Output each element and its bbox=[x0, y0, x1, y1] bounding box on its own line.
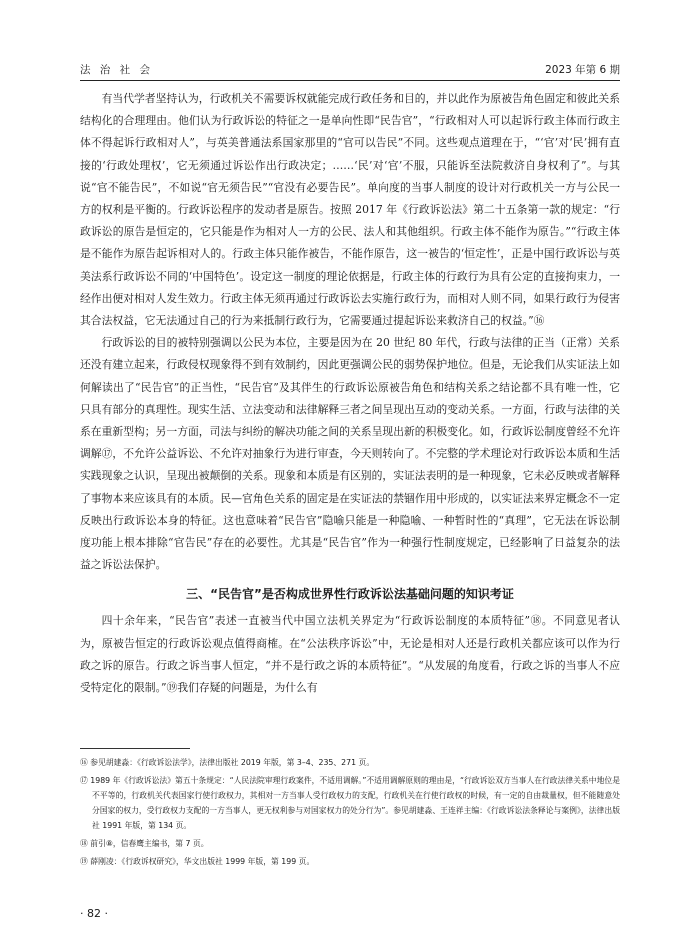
issue-label: 2023 年第 6 期 bbox=[545, 64, 620, 76]
footnote: ⑲ 薛刚凌：《行政诉权研究》，华文出版社 1999 年版，第 199 页。 bbox=[80, 857, 315, 866]
journal-name: 法 治 社 会 bbox=[80, 64, 154, 76]
page-number: · 82 · bbox=[80, 907, 108, 920]
running-header bbox=[80, 60, 620, 78]
body-paragraph: 行政诉讼的目的被特别强调以公民为本位，主要是因为在 20 世纪 80 年代，行政与法律的正当（正常）关系还没有建立起来，行政侵权现象得不到有效制约，因此更强调公民的弱势保护地位。但是，无论我们从实证法上如何解读出了“民告官”的正当性，“民告官”及其伴生的行政诉讼原被告角色和结构关系之结论都不具有唯一性，它只具有部分的真理性。现实生活、立法变动和法律解释三者之间呈现出互动的变动关系。一方面，行政与法律的关系在重新型构；另一方面，司法与纠纷的解决功能之间的关系呈现出新的积极变化。如，行政诉讼制度曾经不允许调解⑰，不允许公益诉讼、不允许对抽象行为进行审查，今天则转向了。不完整的学术理论对行政诉讼本质和生活实践现象之认识，呈现出被颠倒的关系。现象和本质是有区别的，实证法表明的是一种现象，它未必反映或者解释了事物本来应该具有的本质。民—官角色关系的固定是在实证法的禁锢作用中形成的，以实证法来界定概念不一定反映出行政诉讼本身的特征。这也意味着“民告官”隐喻只能是一种隐喻、一种暂时性的“真理”，它无法在诉讼制度功能上根本排除“官告民”存在的必要性。尤其是“民告官”作为一种强行性制度规定，已经影响了日益复杂的法益之诉讼法保护。 bbox=[80, 336, 620, 572]
body-paragraph: 有当代学者坚持认为，行政机关不需要诉权就能完成行政任务和目的，并以此作为原被告角色固定和彼此关系结构化的合理理由。他们认为行政诉讼的特征之一是单向性即“民告官”，“行政相对人可以起诉行政主体而行政主体不得起诉行政相对人”，与英美普通法系国家那里的“官可以告民”不同。这些观点道理在于，“‘官’对‘民’拥有直接的‘行政处理权’，它无须通过诉讼作出行政决定；……‘民’对‘官’不服，只能诉至法院救济自身权利了”。与其说“官不能告民”，不如说“官无须告民”“官没有必要告民”。单向度的当事人制度的设计对行政机关一方与公民一方的权利是平衡的。行政诉讼程序的发动者是原告。按照 2017 年《行政诉讼法》第二十五条第一款的规定：“行政诉讼的原告是恒定的，它只能是作为相对人一方的公民、法人和其他组织。行政主体不能作为原告。”“行政主体是不能作为原告起诉相对人的。行政主体只能作被告，不能作原告，这一被告的‘恒定性’，正是中国行政诉讼与英美法系行政诉讼不同的‘中国特色’。设定这一制度的理论依据是，行政主体的行政行为具有公定的直接拘束力，一经作出便对相对人发生效力。行政主体无须再通过行政诉讼去实施行政行为，而相对人则不同，如果行政行为侵害其合法权益，它无法通过自己的行为来抵制行政行为，它需要通过提起诉讼来救济自己的权益。”⑯ bbox=[80, 92, 620, 328]
section-heading: 三、“民告官”是否构成世界性行政诉讼法基础问题的知识考证 bbox=[186, 587, 514, 602]
header-divider bbox=[80, 80, 620, 81]
footnote: ⑯ 参见胡建淼：《行政诉讼法学》，法律出版社 2019 年版，第 3–4、235、271 页。 bbox=[80, 758, 375, 767]
footnote: ⑱ 前引⑧，信春鹰主编书，第 7 页。 bbox=[80, 839, 209, 848]
footnote: ⑰ 1989 年《行政诉讼法》第五十条规定：“人民法院审理行政案件，不适用调解。”不适用调解原则的理由是，“行政诉讼双方当事人在行政法律关系中地位是不平等的，行政机关代表国家行使行政权力，其相对一方当事人受行政权力的支配，行政机关在行使行政权的时候，有一定的自由裁量权，但不能随意处分国家的权力，受行政权力支配的一方当事人，更无权利参与对国家权力的处分行为”。参见胡建淼、王连祥主编：《行政诉讼法条释论与案例》，法律出版社 1991 年版，第 134 页。 bbox=[80, 776, 620, 830]
body-paragraph: 四十余年来，“民告官”表述一直被当代中国立法机关界定为“行政诉讼制度的本质特征”⑱。不同意见者认为，原被告恒定的行政诉讼观点值得商榷。在“公法秩序诉讼”中，无论是相对人还是行政机关都应该可以作为行政之诉的原告。行政之诉当事人恒定，“并不是行政之诉的本质特征”。“从发展的角度看，行政之诉的当事人不应受特定化的限制。”⑲我们存疑的问题是，为什么有 bbox=[80, 614, 620, 695]
article-body bbox=[80, 88, 620, 699]
footnote-divider bbox=[80, 748, 190, 749]
footnotes bbox=[80, 755, 620, 872]
